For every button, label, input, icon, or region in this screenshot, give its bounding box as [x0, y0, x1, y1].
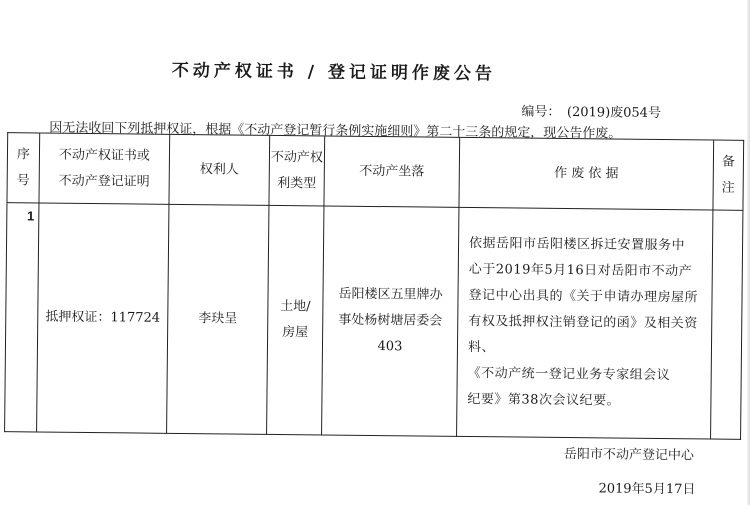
row-basis-line-5: 《不动产统一登记业务专家组会议 [467, 365, 671, 384]
header-right-type [269, 135, 325, 206]
row-cert: 抵押权证：117724 [37, 203, 169, 433]
header-cert-line-1: 不动产权证书或 [58, 147, 151, 164]
row-basis-line-3: 登记中心出具的《关于申请办理房屋所 [468, 287, 699, 306]
header-remarks-line-2: 注 [721, 180, 735, 196]
header-cert-line-2: 不动产登记证明 [58, 173, 150, 190]
row-seq: 1 [5, 203, 39, 432]
row-remarks [711, 210, 743, 439]
header-seq [7, 133, 40, 203]
issuing-organization: 岳阳市不动产登记中心 [563, 446, 694, 464]
table-row [5, 203, 743, 440]
header-seq-line-1: 序 [16, 146, 31, 162]
header-right-type-line-2: 利类型 [277, 175, 317, 191]
row-location-line-3: 403 [377, 339, 403, 355]
header-basis-label: 作 废 依 据 [554, 165, 619, 182]
table-header-row [7, 133, 744, 211]
header-cert [39, 133, 170, 204]
row-basis-line-2: 心于2019年5月16日对岳阳市不动产 [468, 261, 693, 280]
row-location [322, 206, 459, 436]
header-location [324, 136, 460, 207]
header-right-type-line-1: 不动产权 [270, 149, 324, 165]
header-holder [169, 134, 270, 205]
row-holder: 李玦呈 [167, 204, 269, 434]
header-remarks [713, 140, 744, 210]
page-title: 不动产权证书 / 登记证明作废公告 [171, 60, 496, 85]
row-basis-line-4: 有权及抵押权注销登记的函》及相关资料、 [467, 313, 698, 356]
row-basis-line-6: 纪要》第38次会议纪要。 [467, 391, 621, 409]
intro-text: 因无法收回下列抵押权证，根据《不动产登记暂行条例实施细则》第二十三条的规定，现公告作废。 [49, 120, 622, 142]
row-location-line-1: 岳阳楼区五里牌办 [338, 286, 443, 303]
issue-date: 2019年5月17日 [598, 481, 696, 498]
row-basis-line-1: 依据岳阳市岳阳楼区拆迁安置服务中 [468, 235, 686, 254]
header-basis [459, 137, 714, 210]
row-basis [457, 207, 713, 439]
header-location-label: 不动产坐落 [359, 163, 425, 180]
header-holder-label: 权利人 [199, 161, 239, 178]
row-right-type-line-1: 土地/ [280, 299, 311, 315]
document-number: 编号： (2019)废054号 [521, 104, 662, 121]
row-right-type-line-2: 房屋 [282, 325, 309, 341]
row-location-line-2: 事处杨树塘居委会 [338, 312, 443, 329]
header-seq-line-2: 号 [16, 172, 30, 188]
header-remarks-line-1: 备 [721, 154, 736, 170]
row-right-type [267, 205, 324, 435]
notice-table [4, 132, 744, 440]
